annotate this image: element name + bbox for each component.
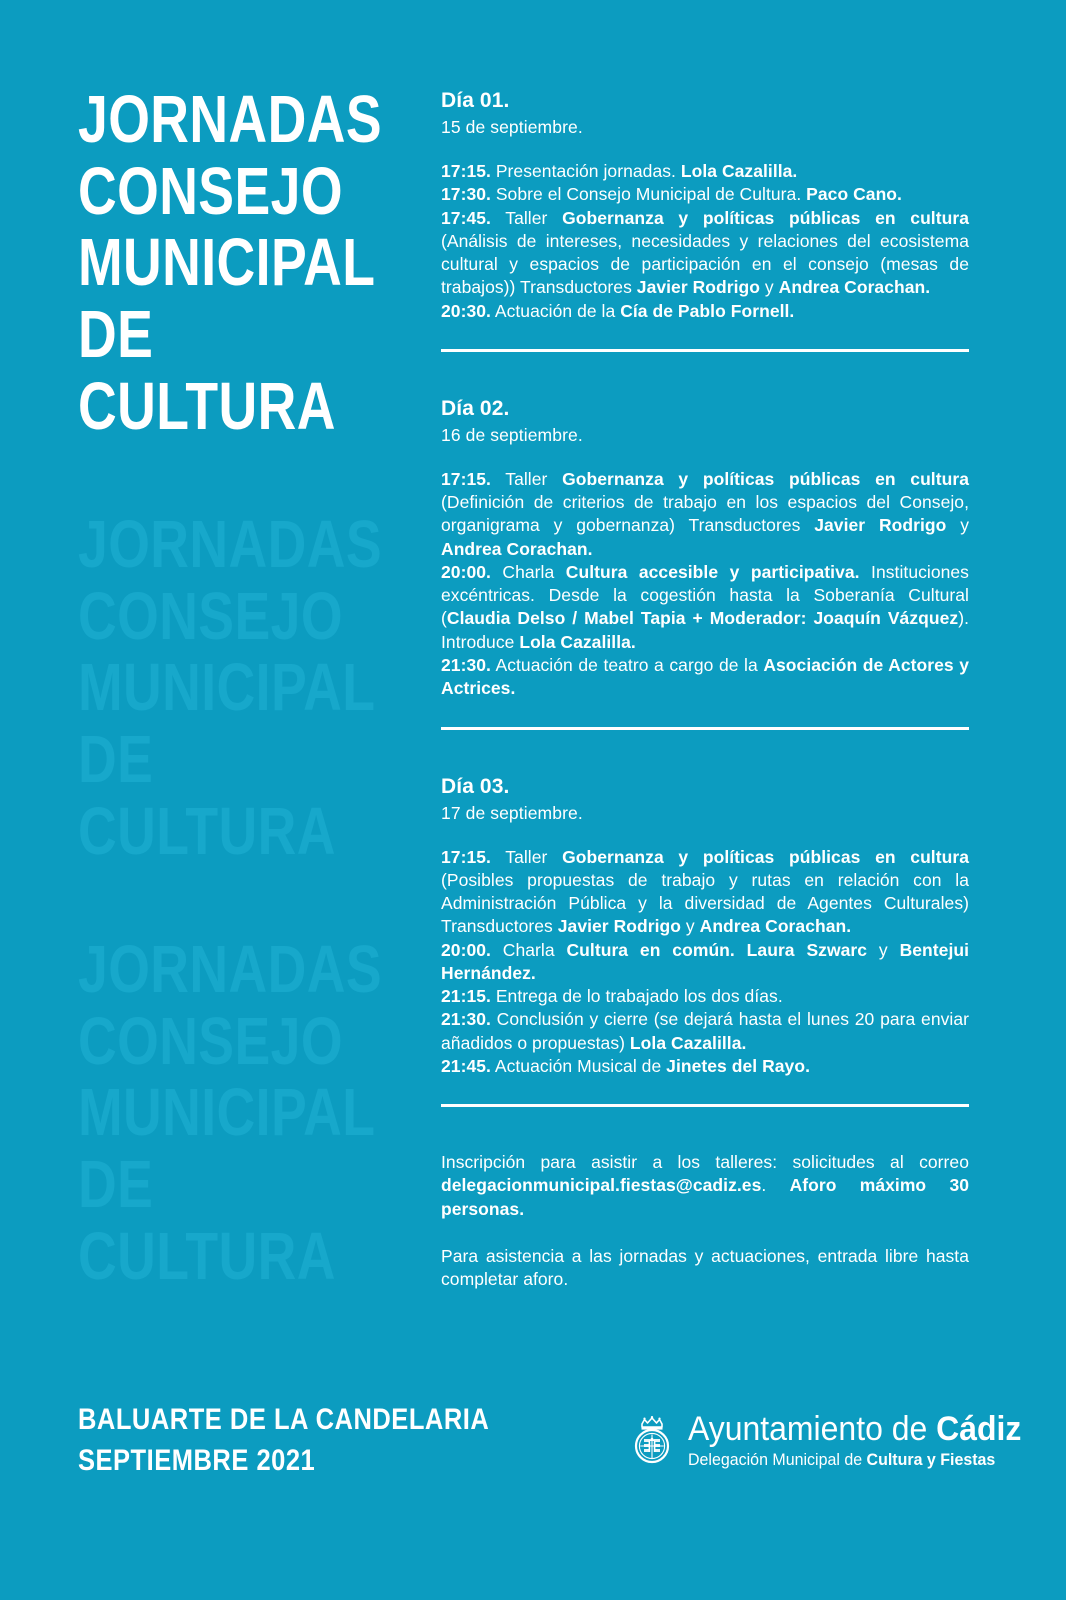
poster-title [78,82,418,446]
attendance-note: Para asistencia a las jornadas y actuaciones, entrada libre hasta completar aforo. [441,1245,969,1290]
watermark-line: JORNADAS [78,932,382,1007]
title-line: JORNADAS [78,82,382,157]
logo-main-line [688,1412,1021,1448]
spacer [441,730,969,774]
watermark-title-1 [78,507,418,871]
cadiz-coat-of-arms-icon [628,1415,676,1467]
watermark-line: CULTURA [78,793,336,869]
watermark-title-2 [78,932,418,1296]
watermark-line: CONSEJO [78,1003,343,1079]
day-items [441,160,969,323]
day-items [441,468,969,701]
day-title: Día 01. [441,89,510,112]
program-item: 20:30. Actuación de la Cía de Pablo Fornell. [441,300,795,321]
venue-date: SEPTIEMBRE 2021 [78,1443,316,1477]
day-date: 17 de septiembre. [441,802,583,823]
spacer [441,352,969,396]
day-items [441,846,969,1079]
title-line: DE [78,296,154,372]
program-item: 17:30. Sobre el Consejo Municipal de Cultura. Paco Cano. [441,184,902,205]
logo-sub-line [688,1450,1021,1470]
day-title: Día 03. [441,774,510,798]
day-date: 16 de septiembre. [441,425,583,446]
watermark-line: MUNICIPAL [78,1075,376,1151]
program-column [441,88,969,1292]
registration-note: Inscripción para asistir a los talleres: solicitudes al correo delegacionmunicipal.fiestas@cadiz.es. Aforo máximo 30 personas. [441,1152,970,1219]
program-item: 17:15. Taller Gobernanza y políticas públicas en cultura (Posibles propuestas de trabajo y rutas en relación con la Administración Pública y la diversidad de Agentes Culturales) Transductores Javier Rodrigo y Andrea Corachan. [441,846,969,937]
program-item: 17:45. Taller Gobernanza y políticas públicas en cultura (Análisis de intereses, necesidades y relaciones del ecosistema cultural y espacios de participación en el consejo (mesas de trabajos)) Transductores Javier Rodrigo y Andrea Corachan. [441,207,969,298]
watermark-line: DE [78,1146,154,1222]
spacer [441,701,969,727]
logo-text [688,1412,1043,1470]
day-block-3 [441,774,969,1079]
program-item: 21:45. Actuación Musical de Jinetes del Rayo. [441,1055,810,1076]
title-line: CULTURA [78,368,336,444]
watermark-line: CULTURA [78,1218,336,1294]
ayuntamiento-logo [628,1412,1043,1470]
venue-block [78,1400,490,1481]
program-item: 20:00. Charla Cultura en común. Laura Szwarc y Bentejui Hernández. [441,939,970,983]
watermark-line: JORNADAS [78,507,382,582]
spacer [441,323,969,349]
program-item: 20:00. Charla Cultura accesible y participativa. Instituciones excéntricas. Desde la cogestión hasta la Soberanía Cultural (Claudia Delso / Mabel Tapia + Moderador: Joaquín Vázquez). Introduce Lola Cazalilla. [441,561,969,652]
spacer [441,1078,969,1104]
program-item: 21:15. Entrega de lo trabajado los dos días. [441,986,783,1007]
venue-place: BALUARTE DE LA CANDELARIA [78,1403,490,1436]
day-block-2 [441,396,969,701]
spacer [441,1221,969,1245]
program-item: 21:30. Conclusión y cierre (se dejará hasta el lunes 20 para enviar añadidos o propuestas) Lola Cazalilla. [441,1009,969,1053]
day-date: 15 de septiembre. [441,117,583,138]
watermark-line: DE [78,721,154,797]
program-item: 17:15. Presentación jornadas. Lola Cazalilla. [441,161,798,181]
watermark-line: MUNICIPAL [78,650,376,726]
watermark-line: CONSEJO [78,578,343,654]
day-title: Día 02. [441,396,510,420]
logo-main-bold: Cádiz [936,1410,1022,1448]
program-item: 17:15. Taller Gobernanza y políticas públicas en cultura (Definición de criterios de trabajo en los espacios del Consejo, organigrama y gobernanza) Transductores Javier Rodrigo y Andrea Corachan. [441,468,969,559]
logo-main-regular: Ayuntamiento de [688,1410,937,1448]
logo-sub-regular: Delegación Municipal de [688,1449,867,1469]
title-line: CONSEJO [78,153,343,229]
spacer [441,1107,969,1151]
title-line: MUNICIPAL [78,225,376,301]
program-item: 21:30. Actuación de teatro a cargo de la Asociación de Actores y Actrices. [441,654,969,699]
logo-sub-bold: Cultura y Fiestas [866,1449,996,1469]
day-block-1 [441,88,969,323]
